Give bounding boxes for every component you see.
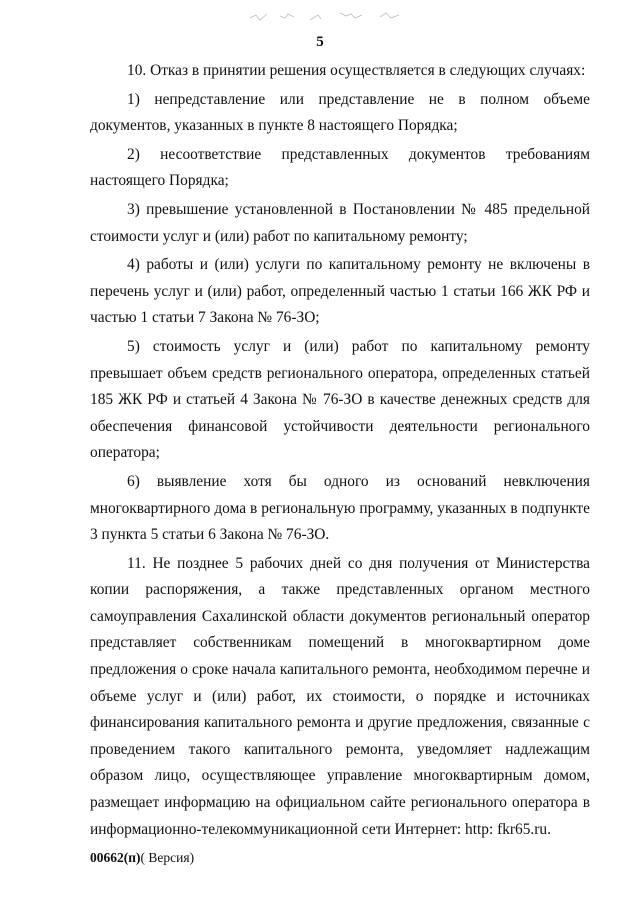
document-body [90, 58, 590, 843]
list-item-6: 6) выявление хотя бы одного из оснований невключения многоквартирного дома в региональную программу, указанных в подпункте 3 пункта 5 статьи 6 Закона № 76-ЗО. [90, 472, 590, 544]
list-item-1: 1) непредставление или представление не в полном объеме документов, указанных в пункте 8 настоящего Порядка; [90, 90, 590, 135]
scan-artifact-marks [240, 4, 430, 26]
list-item-4: 4) работы и (или) услуги по капитальному ремонту не включены в перечень услуг и (или) работ, определенный частью 1 статьи 166 ЖК РФ и частью 1 статьи 7 Закона № 76-ЗО; [90, 256, 590, 327]
list-item-2: 2) несоответствие представленных документов требованиям настоящего Порядка; [90, 145, 590, 190]
paragraph-10: 10. Отказ в принятии решения осуществляется в следующих случаях: [127, 62, 586, 79]
page-number: 5 [316, 34, 324, 50]
footer-version: ( Версия) [140, 850, 195, 865]
footer-code: 00662(п) [90, 850, 141, 865]
list-item-3: 3) превышение установленной в Постановлении № 485 предельной стоимости услуг и (или) работ по капитальному ремонту; [90, 200, 590, 245]
paragraph-11: 11. Не позднее 5 рабочих дней со дня получения от Министерства копии распоряжения, а также представленных органом местного самоуправления Сахалинской области документов региональный оператор представляет собственникам помещений в многоквартирном доме предложения о сроке начала капитального ремонта, необходимом перечне и объеме услуг и (или) работ, их стоимости, о порядке и источниках финансирования капитального ремонта и другие предложения, связанные с проведением такого капитального ремонта, уведомляет надлежащим образом лицо, осуществляющее управление многоквартирным домом, размещает информацию на официальном сайте регионального оператора в информационно-телекоммуникационной сети Интернет: http: fkr65.ru. [90, 554, 590, 838]
list-item-5: 5) стоимость услуг и (или) работ по капитальному ремонту превышает объем средств регионального оператора, определенных статьей 185 ЖК РФ и статьей 4 Закона № 76-ЗО в качестве денежных средств для обеспечения финансовой устойчивости деятельности регионального оператора; [90, 337, 590, 462]
document-footer [90, 850, 194, 866]
